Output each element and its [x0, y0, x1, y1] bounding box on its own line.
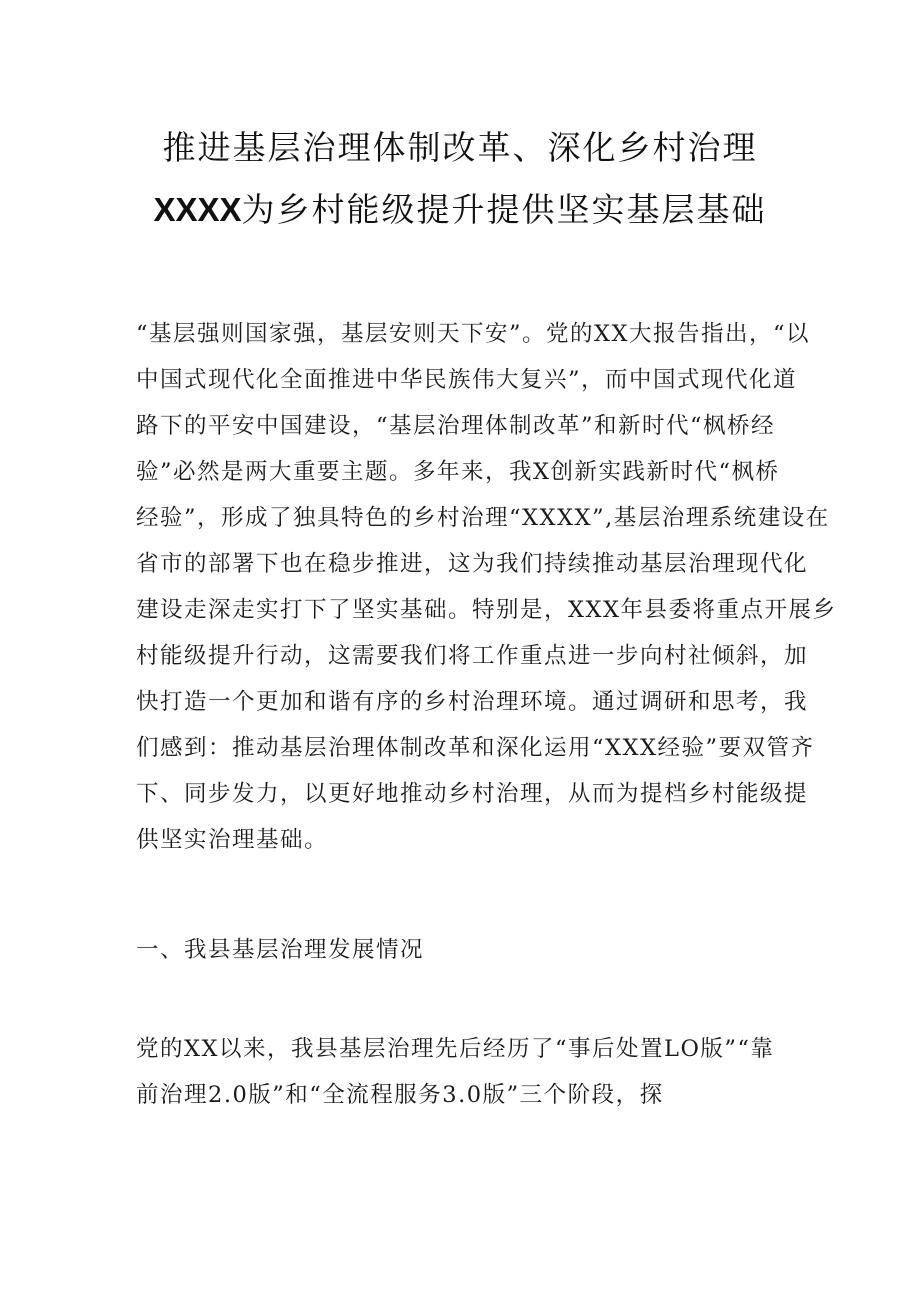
paragraph-line: 中国式现代化全面推进中华民族伟大复兴”，而中国式现代化道: [136, 367, 798, 393]
paragraph-line: 省市的部署下也在稳步推进，这为我们持续推动基层治理现代化: [136, 551, 809, 577]
section-1-paragraph: [136, 1026, 796, 1118]
paragraph-line: 党的XX以来，我县基层治理先后经历了“事后处置LO版”“靠: [136, 1036, 775, 1062]
paragraph-line: 供坚实治理基础。: [136, 827, 329, 853]
section-heading: 一、我县基层治理发展情况: [136, 937, 425, 963]
intro-paragraph: [136, 311, 837, 863]
paragraph-line: 经验”，形成了独具特色的乡村治理“XXXX”,基层治理系统建设在: [136, 505, 830, 531]
paragraph-line: 下、同步发力，以更好地推动乡村治理，从而为提档乡村能级提: [136, 781, 809, 807]
document-title-line-1: 推进基层治理体制改革、深化乡村治理: [162, 128, 758, 167]
paragraph-line: 快打造一个更加和谐有序的乡村治理环境。通过调研和思考，我: [136, 689, 809, 715]
paragraph-line: 村能级提升行动，这需要我们将工作重点进一步向村社倾斜，加: [136, 643, 809, 669]
paragraph-line: 们感到：推动基层治理体制改革和深化运用“XXX经验”要双管齐: [136, 735, 815, 761]
title-line-2-text: 为乡村能级提升提供坚实基层基础: [241, 190, 767, 229]
document-title-line-2: [0, 184, 920, 231]
paragraph-line: 验”必然是两大重要主题。多年来，我X创新实践新时代“枫桥: [136, 459, 780, 485]
paragraph-line: 建设走深走实打下了坚实基础。特别是，XXX年县委将重点开展乡: [136, 597, 837, 623]
paragraph-line: 路下的平安中国建设，“基层治理体制改革”和新时代“枫桥经: [136, 413, 776, 439]
title-placeholder-code: XXXX: [153, 191, 242, 228]
paragraph-line: 前治理2.0版”和“全流程服务3.0版”三个阶段，探: [136, 1082, 664, 1108]
paragraph-line: “基层强则国家强，基层安则天下安”。党的XX大报告指出，“以: [136, 321, 811, 347]
